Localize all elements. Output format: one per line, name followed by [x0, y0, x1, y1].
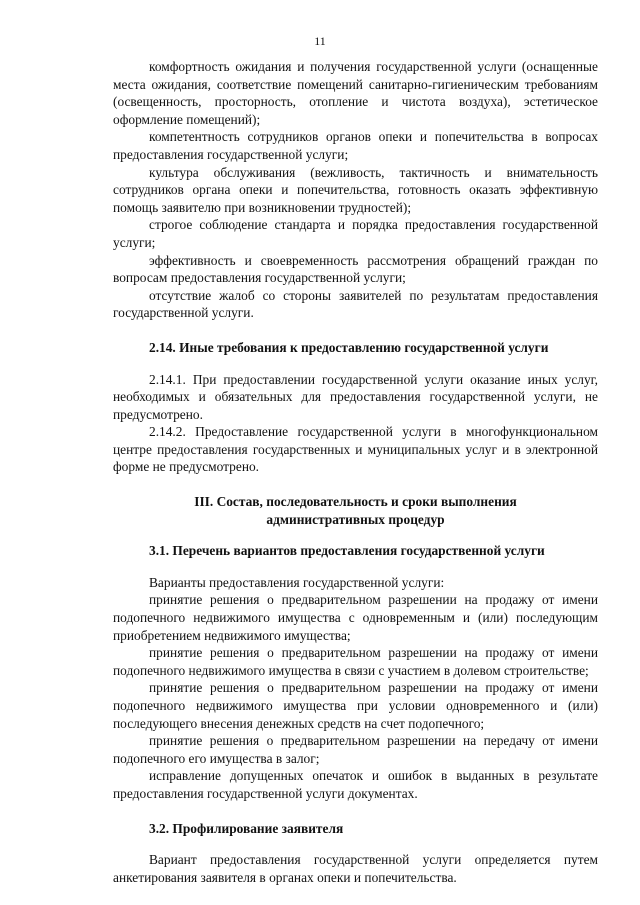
- variant-item: принятие решения о предварительном разрешении на продажу от имени подопечного недвижимого имущества с одновременным и (или) последующим приобретением недвижимого имущества;: [113, 592, 598, 643]
- variant-item: принятие решения о предварительном разрешении на продажу от имени подопечного недвижимого имущества в связи с участием в долевом строительстве;: [113, 645, 598, 678]
- intro-item: эффективность и своевременность рассмотрения обращений граждан по вопросам предоставления государственной услуги;: [113, 252, 598, 286]
- section-2-14-paragraph: 2.14.2. Предоставление государственной услуги в многофункциональном центре предоставления государственных и муниципальных услуг и в электронной форме не предусмотрено.: [113, 424, 598, 475]
- section-3-1-intro: Варианты предоставления государственной услуги:: [149, 574, 445, 590]
- section-2-14-heading: 2.14. Иные требования к предоставлению государственной услуги: [149, 339, 549, 355]
- intro-item: комфортность ожидания и получения государственной услуги (оснащенные места ожидания, соответствие помещений санитарно-гигиеническим требованиям (освещенность, просторность, отопление и чистота воздуха), эстетическое оформление помещений);: [113, 59, 598, 127]
- intro-item: компетентность сотрудников органов опеки и попечительства в вопросах предоставления государственной услуги;: [113, 129, 598, 162]
- section-3-heading: III. Состав, последовательность и сроки выполнения административных процедур: [194, 494, 517, 527]
- variant-item: принятие решения о предварительном разрешении на продажу от имени подопечного недвижимого имущества при условии одновременного и (или) последующего внесения денежных средств на счет подопечного;: [113, 680, 598, 731]
- section-3-2-heading: 3.2. Профилирование заявителя: [149, 820, 344, 836]
- section-2-14-paragraph: 2.14.1. При предоставлении государственной услуги оказание иных услуг, необходимых и обязательных для предоставления государственной услуги, не предусмотрено.: [113, 371, 598, 422]
- section-3-2-paragraph: Вариант предоставления государственной услуги определяется путем анкетирования заявителя в органах опеки и попечительства.: [113, 852, 598, 885]
- page-number: 11: [314, 34, 326, 48]
- variant-item: принятие решения о предварительном разрешении на передачу от имени подопечного его имущества в залог;: [113, 733, 598, 766]
- intro-item: строгое соблюдение стандарта и порядка предоставления государственной услуги;: [113, 217, 598, 250]
- page-content: [113, 58, 598, 886]
- variant-item: исправление допущенных опечаток и ошибок в выданных в результате предоставления государственной услуги документах.: [113, 768, 598, 801]
- section-3-1-heading: 3.1. Перечень вариантов предоставления государственной услуги: [149, 543, 545, 559]
- intro-item: культура обслуживания (вежливость, тактичность и внимательность сотрудников органа опеки и попечительства, готовность оказать эффективную помощь заявителю при возникновении трудностей);: [113, 164, 598, 215]
- intro-item: отсутствие жалоб со стороны заявителей по результатам предоставления государственной услуги.: [113, 287, 598, 321]
